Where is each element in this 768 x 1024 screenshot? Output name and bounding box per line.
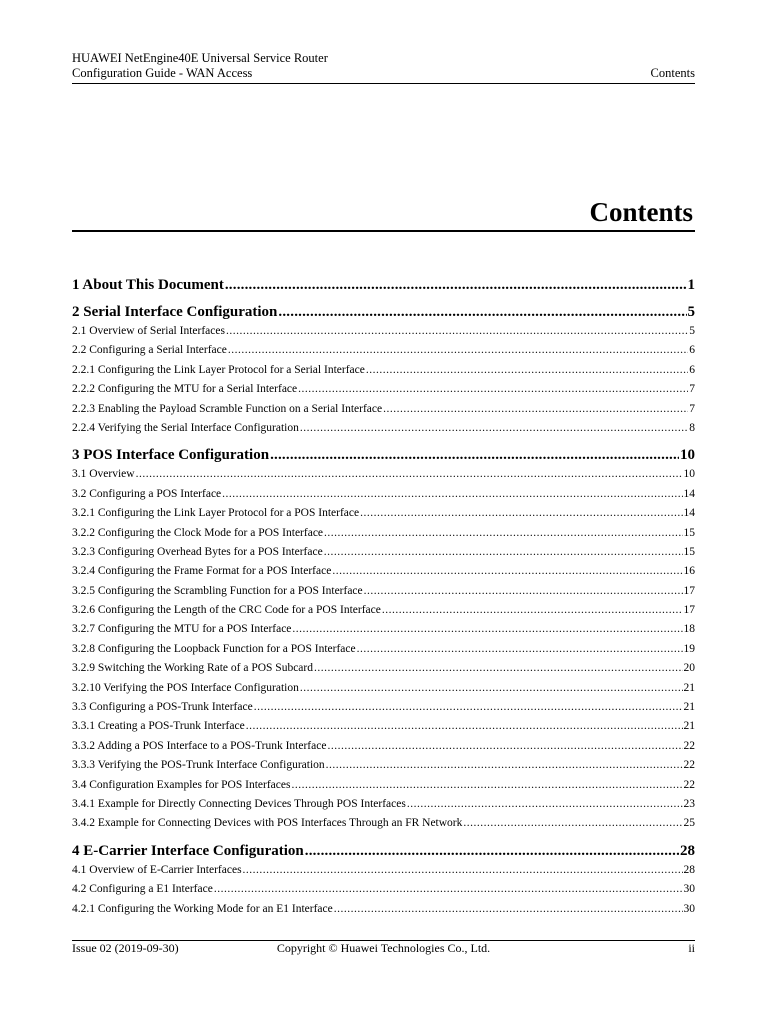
- toc-entry-title: 3.2 Configuring a POS Interface: [72, 487, 222, 500]
- toc-entry[interactable]: [72, 341, 695, 360]
- toc-entry-page: 16: [683, 565, 695, 578]
- toc-leader-dots: [300, 679, 683, 698]
- toc-entry-title: 3.2.3 Configuring Overhead Bytes for a POS Interface: [72, 545, 323, 558]
- toc-entry[interactable]: [72, 601, 695, 620]
- toc-leader-dots: [332, 562, 682, 581]
- toc-leader-dots: [383, 400, 688, 419]
- toc-entry-title: 4 E-Carrier Interface Configuration: [72, 842, 304, 859]
- toc-leader-dots: [292, 620, 682, 639]
- toc-entry[interactable]: [72, 524, 695, 543]
- toc-entry[interactable]: [72, 361, 695, 380]
- toc-entry-page: 28: [680, 842, 695, 859]
- toc-leader-dots: [324, 543, 683, 562]
- page-footer: [72, 941, 695, 955]
- title-divider: [72, 230, 695, 232]
- toc-entry-page: 10: [680, 447, 695, 464]
- toc-entry-title: 2.2.2 Configuring the MTU for a Serial Interface: [72, 383, 298, 396]
- toc-entry-title: 3.2.8 Configuring the Loopback Function for a POS Interface: [72, 642, 356, 655]
- toc-entry-page: 10: [683, 468, 695, 481]
- footer-copyright: Copyright © Huawei Technologies Co., Ltd.: [276, 941, 491, 955]
- toc-entry-page: 18: [683, 623, 695, 636]
- toc-leader-dots: [366, 361, 688, 380]
- toc-entry-title: 3.2.10 Verifying the POS Interface Configuration: [72, 681, 299, 694]
- toc-entry[interactable]: [72, 756, 695, 775]
- header-section-name: Contents: [650, 66, 695, 80]
- toc-entry-page: 14: [683, 507, 695, 520]
- toc-entry[interactable]: [72, 717, 695, 736]
- toc-entry-title: 3.2.7 Configuring the MTU for a POS Interface: [72, 623, 292, 636]
- toc-leader-dots: [305, 841, 679, 861]
- toc-entry[interactable]: [72, 640, 695, 659]
- toc-entry[interactable]: [72, 659, 695, 678]
- toc-leader-dots: [246, 717, 683, 736]
- toc-leader-dots: [382, 601, 683, 620]
- toc-leader-dots: [300, 419, 688, 438]
- toc-leader-dots: [226, 322, 688, 341]
- toc-leader-dots: [278, 302, 686, 322]
- toc-leader-dots: [136, 465, 683, 484]
- toc-entry[interactable]: [72, 900, 695, 919]
- toc-entry-page: 30: [683, 883, 695, 896]
- toc-entry-page: 19: [683, 642, 695, 655]
- toc-entry-title: 1 About This Document: [72, 277, 224, 293]
- toc-entry-page: 30: [683, 902, 695, 915]
- toc-entry-page: 22: [683, 739, 695, 752]
- toc-entry-title: 3.3.1 Creating a POS-Trunk Interface: [72, 720, 245, 733]
- toc-entry-page: 7: [689, 402, 695, 415]
- toc-entry-page: 6: [689, 344, 695, 357]
- toc-entry-title: 3.4.1 Example for Directly Connecting Devices Through POS Interfaces: [72, 797, 406, 810]
- toc-entry-title: 4.2.1 Configuring the Working Mode for an E1 Interface: [72, 902, 333, 915]
- table-of-contents: [72, 275, 695, 919]
- toc-leader-dots: [364, 582, 683, 601]
- toc-entry[interactable]: [72, 698, 695, 717]
- toc-leader-dots: [326, 756, 683, 775]
- toc-entry-title: 3.2.9 Switching the Working Rate of a POS Subcard: [72, 662, 313, 675]
- toc-entry[interactable]: [72, 419, 695, 438]
- header-product-title: HUAWEI NetEngine40E Universal Service Router: [72, 51, 328, 65]
- toc-entry-page: 21: [683, 701, 695, 714]
- toc-entry[interactable]: [72, 679, 695, 698]
- toc-entry[interactable]: [72, 620, 695, 639]
- toc-entry-title: 3 POS Interface Configuration: [72, 447, 270, 464]
- toc-entry[interactable]: [72, 380, 695, 399]
- toc-entry[interactable]: [72, 562, 695, 581]
- toc-entry-title: 3.2.2 Configuring the Clock Mode for a POS Interface: [72, 526, 324, 539]
- toc-leader-dots: [324, 524, 682, 543]
- toc-leader-dots: [334, 900, 683, 919]
- toc-entry-title: 2.2.4 Verifying the Serial Interface Configuration: [72, 421, 299, 434]
- toc-entry[interactable]: [72, 582, 695, 601]
- toc-entry-title: 3.3.2 Adding a POS Interface to a POS-Trunk Interface: [72, 739, 327, 752]
- toc-entry[interactable]: [72, 445, 695, 465]
- toc-entry-title: 3.2.4 Configuring the Frame Format for a POS Interface: [72, 565, 332, 578]
- toc-leader-dots: [463, 814, 682, 833]
- toc-entry-title: 3.4.2 Example for Connecting Devices with POS Interfaces Through an FR Network: [72, 817, 463, 830]
- toc-entry-page: 5: [687, 304, 695, 320]
- toc-leader-dots: [291, 776, 682, 795]
- header-divider: [72, 83, 695, 84]
- page-header: [72, 51, 695, 81]
- toc-entry[interactable]: [72, 400, 695, 419]
- toc-leader-dots: [360, 504, 682, 523]
- toc-entry-title: 2.2.3 Enabling the Payload Scramble Function on a Serial Interface: [72, 402, 383, 415]
- toc-entry-page: 17: [683, 604, 695, 617]
- toc-entry-title: 3.3 Configuring a POS-Trunk Interface: [72, 701, 253, 714]
- toc-entry-title: 2.2.1 Configuring the Link Layer Protocol for a Serial Interface: [72, 363, 365, 376]
- toc-entry-page: 21: [683, 720, 695, 733]
- toc-entry-page: 6: [689, 363, 695, 376]
- toc-leader-dots: [407, 795, 683, 814]
- toc-entry-title: 2.2 Configuring a Serial Interface: [72, 344, 227, 357]
- toc-entry-title: 3.3.3 Verifying the POS-Trunk Interface Configuration: [72, 759, 325, 772]
- toc-entry[interactable]: [72, 776, 695, 795]
- toc-leader-dots: [243, 861, 683, 880]
- toc-leader-dots: [225, 275, 687, 295]
- toc-entry-page: 1: [687, 277, 695, 293]
- toc-entry[interactable]: [72, 485, 695, 504]
- toc-leader-dots: [327, 737, 682, 756]
- toc-entry-title: 3.2.5 Configuring the Scrambling Function for a POS Interface: [72, 584, 363, 597]
- toc-entry-page: 17: [683, 584, 695, 597]
- toc-entry[interactable]: [72, 795, 695, 814]
- toc-entry-page: 14: [683, 487, 695, 500]
- footer-page-number: ii: [688, 941, 695, 955]
- toc-entry[interactable]: [72, 841, 695, 861]
- header-line2: [72, 66, 695, 81]
- toc-entry-page: 23: [683, 797, 695, 810]
- toc-entry-page: 8: [689, 421, 695, 434]
- toc-entry[interactable]: [72, 861, 695, 880]
- toc-entry-page: 21: [683, 681, 695, 694]
- toc-entry-title: 3.4 Configuration Examples for POS Interfaces: [72, 778, 291, 791]
- toc-leader-dots: [254, 698, 683, 717]
- toc-entry-page: 20: [683, 662, 695, 675]
- toc-entry-page: 28: [683, 863, 695, 876]
- toc-entry-page: 15: [683, 526, 695, 539]
- toc-entry-title: 2.1 Overview of Serial Interfaces: [72, 325, 225, 337]
- toc-entry[interactable]: [72, 275, 695, 295]
- toc-entry-title: 3.1 Overview: [72, 468, 135, 481]
- toc-entry-title: 3.2.1 Configuring the Link Layer Protocol for a POS Interface: [72, 507, 360, 520]
- toc-entry[interactable]: [72, 465, 695, 484]
- toc-entry-title: 3.2.6 Configuring the Length of the CRC Code for a POS Interface: [72, 604, 381, 617]
- toc-entry-title: 4.2 Configuring a E1 Interface: [72, 883, 213, 896]
- footer-issue: Issue 02 (2019-09-30): [72, 941, 179, 955]
- toc-entry-page: 7: [689, 383, 695, 396]
- toc-entry-page: 5: [689, 325, 695, 337]
- toc-entry[interactable]: [72, 737, 695, 756]
- toc-entry[interactable]: [72, 322, 695, 341]
- toc-leader-dots: [314, 659, 683, 678]
- toc-entry[interactable]: [72, 880, 695, 899]
- toc-entry-title: 4.1 Overview of E-Carrier Interfaces: [72, 863, 242, 876]
- toc-entry-title: 2 Serial Interface Configuration: [72, 304, 278, 320]
- toc-leader-dots: [228, 341, 688, 360]
- toc-entry-page: 22: [683, 778, 695, 791]
- toc-leader-dots: [298, 380, 688, 399]
- header-guide-title: Configuration Guide - WAN Access: [72, 66, 253, 80]
- toc-entry[interactable]: [72, 302, 695, 322]
- toc-entry-page: 25: [683, 817, 695, 830]
- toc-entry[interactable]: [72, 504, 695, 523]
- page-title: Contents: [589, 197, 693, 227]
- toc-leader-dots: [222, 485, 682, 504]
- toc-entry-page: 22: [683, 759, 695, 772]
- toc-leader-dots: [270, 445, 679, 465]
- toc-entry[interactable]: [72, 543, 695, 562]
- toc-leader-dots: [357, 640, 683, 659]
- toc-entry-page: 15: [683, 545, 695, 558]
- toc-leader-dots: [214, 880, 683, 899]
- toc-entry[interactable]: [72, 814, 695, 833]
